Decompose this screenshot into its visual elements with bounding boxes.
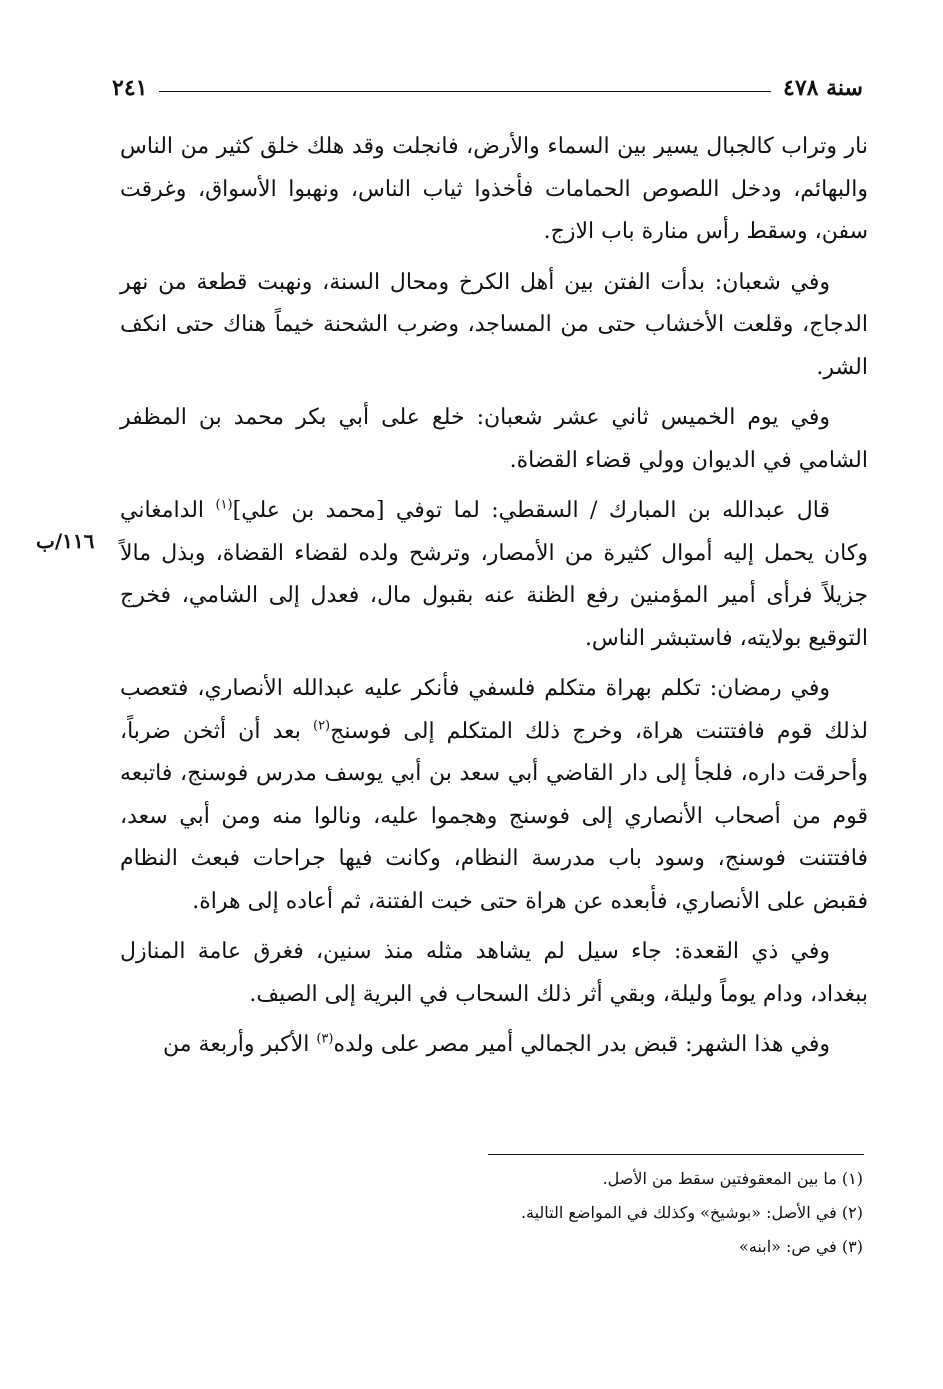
- footnote-separator: [488, 1154, 864, 1155]
- paragraph: [120, 126, 868, 254]
- footnote: (٢) في الأصل: «بوشيخ» وكذلك في المواضع التالية.: [520, 1203, 863, 1222]
- page-number: ٢٤١: [112, 75, 148, 101]
- page-header: [112, 70, 863, 106]
- paragraph-text: بعد أن أثخن ضرباً، وأحرقت داره، فلجأ إلى دار القاضي أبي سعد بن أبي يوسف مدرس فوسنج، فاتبعه قوم من أصحاب الأنصاري إلى فوسنج وهجموا عليه، ونالوا منه ومن أبي سعد، فافتتنت فوسنج، وسود باب مدرسة النظام، وكانت فيها جراحات فبعث النظام فقبض على الأنصاري، فأبعده عن هراة حتى خبت الفتنة، ثم أعاده إلى هراة.: [120, 718, 868, 914]
- paragraph-text: وفي ذي القعدة: جاء سيل لم يشاهد مثله منذ سنين، فغرق عامة المنازل ببغداد، ودام يوماً وليلة، وبقي أثر ذلك السحاب في البرية إلى الصيف.: [120, 939, 868, 1007]
- paragraph-text: الأكبر وأربعة من: [163, 1032, 317, 1057]
- paragraph: [120, 668, 868, 923]
- paragraph: [120, 1024, 868, 1067]
- paragraph: [120, 397, 868, 482]
- paragraph: [120, 931, 868, 1016]
- marginal-folio-note: ١١٦/ب: [36, 529, 95, 553]
- paragraph-text: وفي هذا الشهر: قبض بدر الجمالي أمير مصر على ولده: [333, 1032, 830, 1057]
- paragraph-text: وفي شعبان: بدأت الفتن بين أهل الكرخ ومحال السنة، ونهبت قطعة من نهر الدجاج، وقلعت الأخشاب حتى من المساجد، وضرب الشحنة خيماً هناك حتى انكف الشر.: [120, 269, 868, 380]
- footnote-ref: (٢): [312, 718, 331, 734]
- footnote-ref: (١): [215, 497, 233, 513]
- paragraph: [120, 262, 868, 390]
- paragraph-text: قال عبدالله بن المبارك / السقطي: لما توفي [محمد بن علي]: [232, 498, 830, 523]
- paragraph-text: الدامغاني وكان يحمل إليه أموال كثيرة من الأمصار، وترشح ولده لقضاء القضاة، وبذل مالاً جزيلاً فرأى أمير المؤمنين رفع الظنة عنه بقبول مال، فعدل إلى الشامي، فخرج التوقيع بولايته، فاستبشر الناس.: [120, 498, 868, 651]
- footnote: (٣) في ص: «ابنه»: [739, 1237, 863, 1256]
- footnotes: [200, 1162, 863, 1264]
- paragraph: [120, 490, 868, 660]
- paragraph-text: وفي يوم الخميس ثاني عشر شعبان: خلع على أبي بكر محمد بن المظفر الشامي في الديوان وولي قضاء القضاة.: [120, 405, 868, 473]
- paragraph-text: وفي رمضان: تكلم بهراة متكلم فلسفي فأنكر عليه عبدالله الأنصاري، فتعصب لذلك قوم فافتتنت هراة، وخرج ذلك المتكلم إلى فوسنج: [120, 676, 868, 744]
- header-rule: [159, 91, 771, 92]
- footnote-ref: (٣): [316, 1031, 334, 1047]
- year-title: سنة ٤٧٨: [783, 75, 863, 101]
- main-text: [120, 126, 868, 1075]
- paragraph-text: نار وتراب كالجبال يسير بين السماء والأرض، فانجلت وقد هلك خلق كثير من الناس والبهائم، ودخل اللصوص الحمامات فأخذوا ثياب الناس، ونهبوا الأسواق، وغرقت سفن، وسقط رأس منارة باب الازج.: [120, 134, 868, 244]
- footnote: (١) ما بين المعقوفتين سقط من الأصل.: [602, 1169, 863, 1188]
